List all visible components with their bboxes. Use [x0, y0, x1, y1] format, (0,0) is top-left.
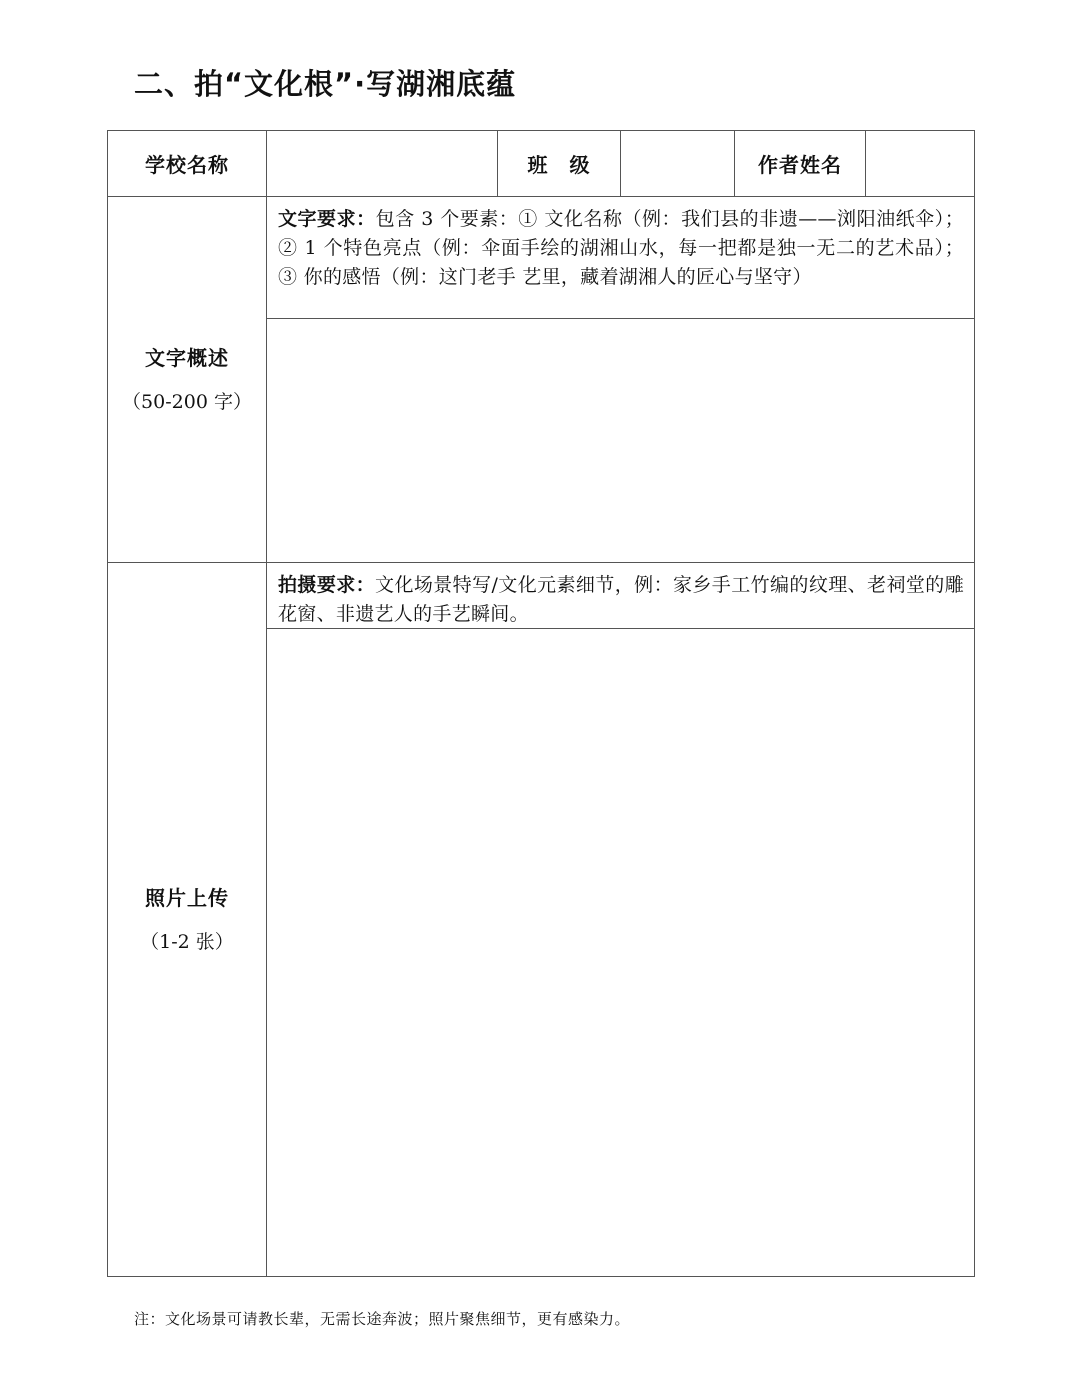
text-summary-label: 文字概述: [145, 345, 229, 370]
photo-upload-label: 照片上传: [145, 885, 229, 910]
school-name-label: 学校名称: [145, 153, 229, 177]
photo-upload-area[interactable]: [267, 629, 974, 1276]
text-requirements: [267, 197, 974, 318]
photo-requirements: [267, 563, 974, 628]
photo-count-hint: （1-2 张）: [140, 930, 234, 953]
author-name-label: 作者姓名: [758, 153, 842, 177]
footnote: 注：文化场景可请教长辈，无需长途奔波；照片聚焦细节，更有感染力。: [134, 1310, 631, 1328]
page-title: 二、拍“文化根”·写湖湘底蕴: [134, 67, 517, 101]
submission-form: [107, 130, 975, 1277]
class-label: 班 级: [527, 153, 591, 177]
text-requirements-body: 包含 3 个要素：① 文化名称（例：我们县的非遗——浏阳油纸伞）；② 1 个特色亮点（例：伞面手绘的湖湘山水，每一把都是独一无二的艺术品）；③ 你的感悟（例：这门老手 艺里，藏着湖湘人的匠心与坚守）: [278, 208, 964, 288]
class-field[interactable]: [621, 131, 734, 196]
text-requirements-label: 文字要求：: [278, 208, 376, 230]
photo-requirements-label: 拍摄要求：: [278, 574, 376, 596]
school-name-field[interactable]: [267, 131, 497, 196]
photo-requirements-body: 文化场景特写/文化元素细节，例：家乡手工竹编的纹理、老祠堂的雕花窗、非遗艺人的手艺瞬间。: [278, 574, 964, 625]
photo-upload-label-cell: [108, 563, 266, 1276]
text-summary-input[interactable]: [267, 319, 974, 562]
text-summary-label-cell: [108, 197, 266, 562]
word-count-hint: （50-200 字）: [122, 390, 252, 413]
author-name-field[interactable]: [866, 131, 974, 196]
